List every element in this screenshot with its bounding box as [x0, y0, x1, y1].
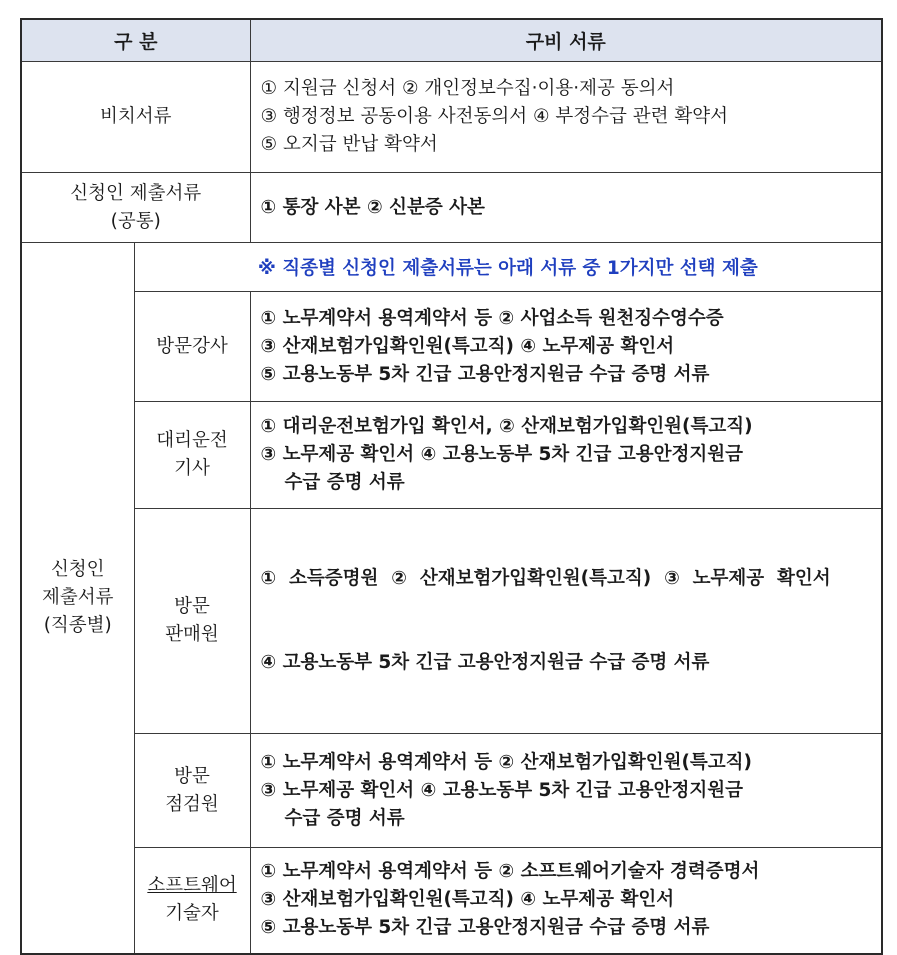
label-line: 점검원: [165, 793, 219, 815]
subrow-content: [250, 402, 882, 509]
subrow-label: [134, 848, 250, 954]
doc-line: ④ 고용노동부 5차 긴급 고용안정지원금 수급 증명 서류: [260, 652, 710, 673]
doc-line: ③ 행정정보 공동이용 사전동의서 ④ 부정수급 관련 확약서: [260, 106, 729, 127]
subrow-software-engineer: [21, 848, 882, 954]
doc-line: ⑤ 오지급 반납 확약서: [260, 134, 438, 155]
row-bichi-label: 비치서류: [21, 62, 250, 173]
label-line: 신청인: [50, 558, 105, 580]
doc-line: ① 대리운전보험가입 확인서, ② 산재보험가입확인원(특고직): [260, 416, 753, 437]
row-bichi: [21, 62, 882, 173]
label-line: 소프트웨어: [147, 875, 237, 897]
subrow-door-to-door-seller: [21, 509, 882, 734]
row-bichi-content: [250, 62, 882, 173]
subrow-visiting-inspector: [21, 734, 882, 848]
label-line: 방문강사: [156, 335, 228, 357]
row-common-label: [21, 173, 250, 243]
subrow-content: [250, 509, 882, 734]
doc-line: ① 노무계약서 용역계약서 등 ② 사업소득 원천징수영수증: [260, 307, 724, 329]
doc-line: ① 노무계약서 용역계약서 등 ② 산재보험가입확인원(특고직): [260, 751, 752, 773]
row-common: [21, 173, 882, 243]
label-line: 방문: [174, 596, 210, 617]
label-line: (직종별): [43, 614, 112, 636]
doc-line: 수급 증명 서류: [284, 807, 405, 829]
subrow-content: [250, 734, 882, 848]
doc-line: ③ 산재보험가입확인원(특고직) ④ 노무제공 확인서: [260, 335, 675, 357]
row-notice: [21, 243, 882, 292]
subrow-label: [134, 402, 250, 509]
doc-line: ① 지원금 신청서 ② 개인정보수집·이용·제공 동의서: [260, 78, 675, 99]
label-line: 제출서류: [42, 586, 114, 608]
label-line: 기사: [174, 458, 210, 479]
doc-line: ⑤ 고용노동부 5차 긴급 고용안정지원금 수급 증명 서류: [260, 917, 710, 939]
subrow-label: [134, 509, 250, 734]
row-jobtype-label: [21, 243, 134, 954]
label-line: 대리운전: [156, 430, 228, 451]
label-line: (공통): [110, 210, 161, 232]
header-documents: 구비 서류: [250, 19, 882, 62]
row-common-content: ① 통장 사본 ② 신분증 사본: [250, 173, 882, 243]
subrow-label: [134, 734, 250, 848]
subrow-designated-driver: [21, 402, 882, 509]
jobtype-notice: ※ 직종별 신청인 제출서류는 아래 서류 중 1가지만 선택 제출: [134, 243, 882, 292]
subrow-visiting-instructor: [21, 292, 882, 402]
doc-line: ① 소득증명원 ② 산재보험가입확인원(특고직) ③ 노무제공 확인서: [260, 568, 831, 589]
label-line: 신청인 제출서류: [70, 182, 202, 204]
subrow-content: [250, 292, 882, 402]
subrow-content: [250, 848, 882, 954]
label-line: 기술자: [165, 903, 219, 925]
doc-line: 수급 증명 서류: [284, 472, 405, 493]
header-category: 구 분: [21, 19, 250, 62]
doc-line: ③ 노무제공 확인서 ④ 고용노동부 5차 긴급 고용안정지원금: [260, 779, 743, 801]
doc-line: ① 노무계약서 용역계약서 등 ② 소프트웨어기술자 경력증명서: [260, 861, 760, 883]
label-line: 판매원: [165, 624, 219, 645]
header-row: [21, 19, 882, 62]
doc-line: ⑤ 고용노동부 5차 긴급 고용안정지원금 수급 증명 서류: [260, 363, 710, 385]
subrow-label: [134, 292, 250, 402]
required-documents-table: [20, 18, 883, 955]
doc-line: ③ 노무제공 확인서 ④ 고용노동부 5차 긴급 고용안정지원금: [260, 444, 743, 465]
label-line: 방문: [174, 765, 210, 787]
doc-line: ③ 산재보험가입확인원(특고직) ④ 노무제공 확인서: [260, 889, 675, 911]
